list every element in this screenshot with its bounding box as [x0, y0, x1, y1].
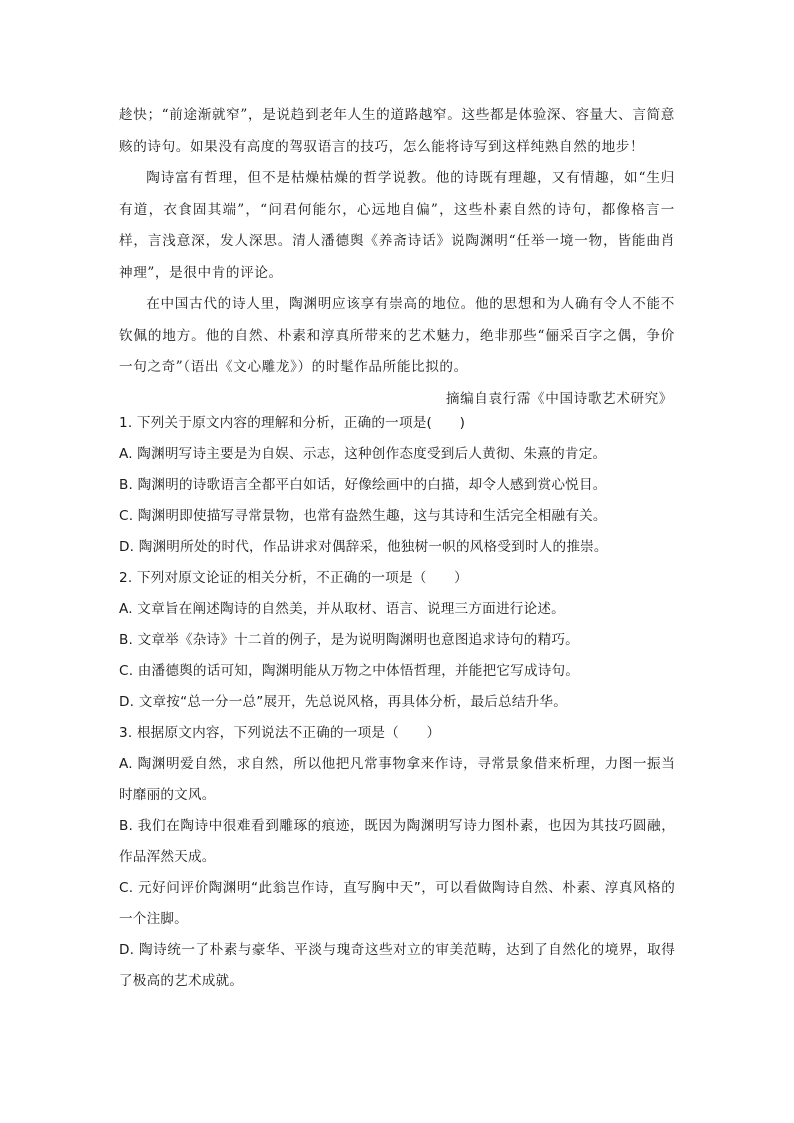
question-2-stem: 2. 下列对原文论证的相关分析，不正确的一项是（ ）	[119, 570, 468, 586]
question-2-option-d: D. 文章按“总一分一总”展开，先总说风格，再具体分析，最后总结升华。	[119, 694, 568, 710]
question-1-stem: 1. 下列关于原文内容的理解和分析，正确的一项是( )	[119, 415, 466, 431]
question-2-option-b: B. 文章举《杂诗》十二首的例子，是为说明陶渊明也意图追求诗句的精巧。	[119, 632, 579, 648]
passage-paragraph-1: 趁快；“前途渐就窄”，是说趋到老年人生的道路越窄。这些都是体验深、容量大、言简意赅的诗句。如果没有高度的驾驭语言的技巧，怎么能将诗写到这样纯熟自然的地步！	[119, 107, 675, 155]
question-2-option-c: C. 由潘德舆的话可知，陶渊明能从万物之中体悟哲理，并能把它写成诗句。	[119, 663, 580, 679]
question-list	[119, 408, 675, 997]
question-3-option-a: A. 陶渊明爱自然，求自然，所以他把凡常事物拿来作诗，寻常景象借来析理，力图一振当时靡丽的文风。	[119, 756, 675, 803]
reading-passage	[119, 100, 675, 415]
question-2-option-a: A. 文章旨在阐述陶诗的自然美，并从取材、语言、说理三方面进行论述。	[119, 601, 565, 617]
question-1-option-a: A. 陶渊明写诗主要是为自娱、示志，这种创作态度受到后人黄彻、朱熹的肯定。	[119, 446, 607, 462]
question-1-option-d: D. 陶渊明所处的时代，作品讲求对偶辞采，他独树一帜的风格受到时人的推崇。	[119, 539, 608, 555]
question-3-option-c: C. 元好问评价陶渊明“此翁岂作诗，直写胸中天”，可以看做陶诗自然、朴素、淳真风格的一个注脚。	[119, 880, 675, 927]
question-1-option-c: C. 陶渊明即使描写寻常景物，也常有盎然生趣，这与其诗和生活完全相融有关。	[119, 508, 607, 524]
passage-source: 摘编自袁行霈《中国诗歌艺术研究》	[445, 390, 673, 407]
question-3-stem: 3. 根据原文内容，下列说法不正确的一项是（ ）	[119, 725, 441, 741]
question-3-option-d: D. 陶诗统一了朴素与豪华、平淡与瑰奇这些对立的审美范畴，达到了自然化的境界，取得了极高的艺术成就。	[119, 942, 675, 989]
passage-paragraph-3: 在中国古代的诗人里，陶渊明应该享有崇高的地位。他的思想和为人确有令人不能不钦佩的地方。他的自然、朴素和淳真所带来的艺术魅力，绝非那些“俪采百字之偶，争价一句之奇”（语出《文心雕龙》）的时髦作品所能比拟的。	[119, 296, 675, 375]
question-3-option-b: B. 我们在陶诗中很难看到雕琢的痕迹，既因为陶渊明写诗力图朴素，也因为其技巧圆融，作品浑然天成。	[119, 818, 675, 865]
passage-paragraph-2: 陶诗富有哲理，但不是枯燥枯燥的哲学说教。他的诗既有理趣，又有情趣，如“生归有道，衣食固其端”，“问君何能尔，心远地自偏”，这些朴素自然的诗句，都像格言一样，言浅意深，发人深思。清人潘德舆《养斋诗话》说陶渊明“任举一境一物，皆能曲肖神理”，是很中肯的评论。	[119, 170, 675, 281]
question-1-option-b: B. 陶渊明的诗歌语言全都平白如话，好像绘画中的白描，却令人感到赏心悦目。	[119, 477, 607, 493]
